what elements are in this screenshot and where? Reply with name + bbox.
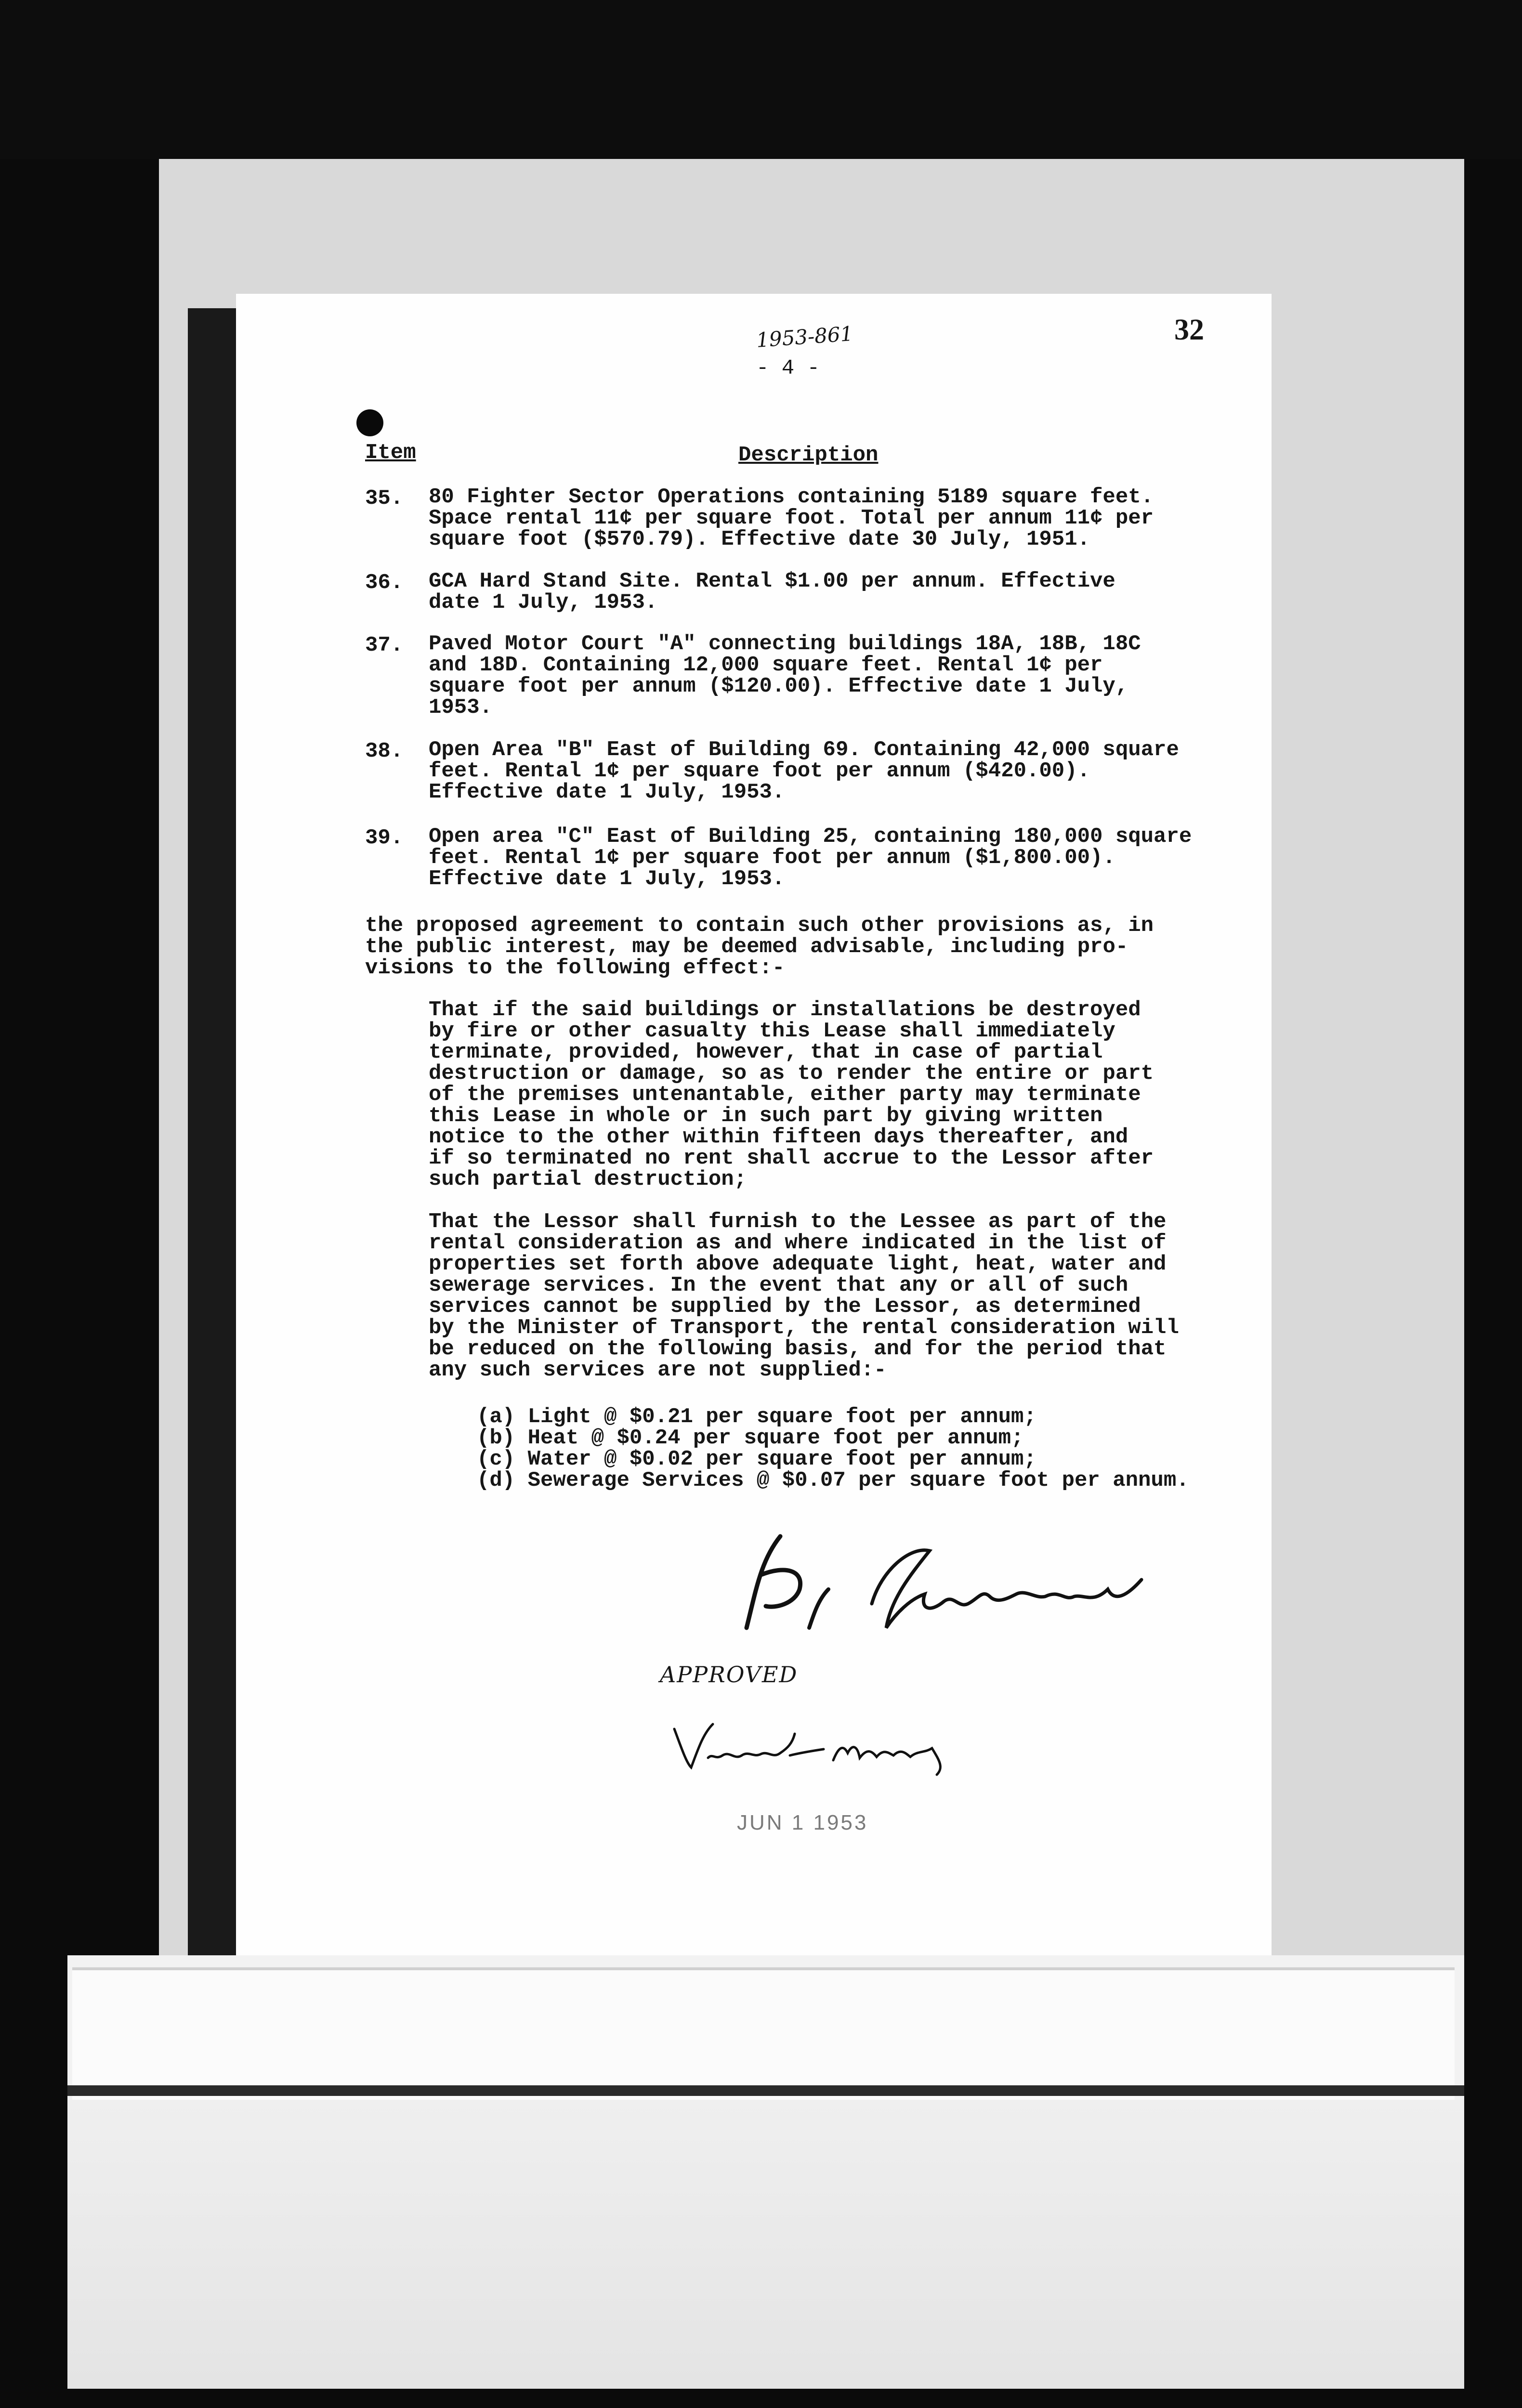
- item-description: GCA Hard Stand Site. Rental $1.00 per annum. Effective date 1 July, 1953.: [429, 569, 1115, 615]
- backing-lower-strip-inner: [72, 1967, 1455, 2100]
- backing-lower-bar: [67, 2085, 1464, 2096]
- item-number: 35.: [365, 486, 404, 510]
- provisions-intro: the proposed agreement to contain such other provisions as, in the public interest, may be deemed advisable, including pro- visions to the following effect:-: [365, 914, 1154, 980]
- file-reference-handwritten: 1953-861: [755, 322, 854, 352]
- column-header-item: Item: [365, 441, 416, 465]
- deduction-heat: (b) Heat @ $0.24 per square foot per annum;: [477, 1426, 1024, 1450]
- page-number: 32: [1174, 314, 1204, 346]
- document-page: [236, 294, 1272, 1955]
- backing-bottom-area: [67, 2100, 1464, 2389]
- signature-garson: [727, 1517, 1161, 1652]
- approved-label: APPROVED: [660, 1662, 798, 1688]
- provision-paragraph-destruction: That if the said buildings or installations be destroyed by fire or other casualty this Lease shall immediately terminate, provided, however, that in case of partial destruction or damage, so as to render the entire or part of the premises untenantable, either party may terminate this Lease in whole or in such part by giving written notice to the other within fifteen days thereafter, and if so terminated no rent shall accrue to the Lessor after such partial destruction;: [429, 998, 1154, 1191]
- item-description: Open Area "B" East of Building 69. Containing 42,000 square feet. Rental 1¢ per square foot per annum ($420.00). Effective date 1 July, 1953.: [429, 738, 1179, 804]
- film-frame-top: [0, 0, 1522, 159]
- provision-paragraph-services: That the Lessor shall furnish to the Lessee as part of the rental consideration as and where indicated in the list of properties set forth above adequate light, heat, water and sewerage services. In the event that any or all of such services cannot be supplied by the Lessor, as determined by the Minister of Transport, the rental consideration will be reduced on the following basis, and for the period that any such services are not supplied:-: [429, 1210, 1179, 1382]
- item-number: 38.: [365, 739, 404, 763]
- deduction-light: (a) Light @ $0.21 per square foot per annum;: [477, 1405, 1037, 1429]
- item-number: 37.: [365, 633, 404, 657]
- deduction-sewerage: (d) Sewerage Services @ $0.07 per square foot per annum.: [477, 1468, 1189, 1492]
- punch-hole: [356, 409, 383, 436]
- item-description: 80 Fighter Sector Operations containing 5189 square feet. Space rental 11¢ per square foot. Total per annum 11¢ per square foot ($570.79). Effective date 30 July, 1951.: [429, 485, 1154, 551]
- sheet-number: - 4 -: [756, 356, 820, 380]
- signature-vincent-massey: [669, 1714, 958, 1777]
- item-description: Open area "C" East of Building 25, containing 180,000 square feet. Rental 1¢ per square foot per annum ($1,800.00). Effective date 1 July, 1953.: [429, 824, 1192, 891]
- item-number: 39.: [365, 826, 404, 850]
- item-description: Paved Motor Court "A" connecting buildings 18A, 18B, 18C and 18D. Containing 12,000 square feet. Rental 1¢ per square foot per annum ($120.00). Effective date 1 July, 1953.: [429, 632, 1141, 720]
- deduction-water: (c) Water @ $0.02 per square foot per annum;: [477, 1447, 1037, 1471]
- date-stamp: JUN 1 1953: [737, 1811, 868, 1834]
- deduction-list: [477, 1406, 1247, 1491]
- item-number: 36.: [365, 571, 404, 595]
- column-header-description: Description: [738, 443, 879, 467]
